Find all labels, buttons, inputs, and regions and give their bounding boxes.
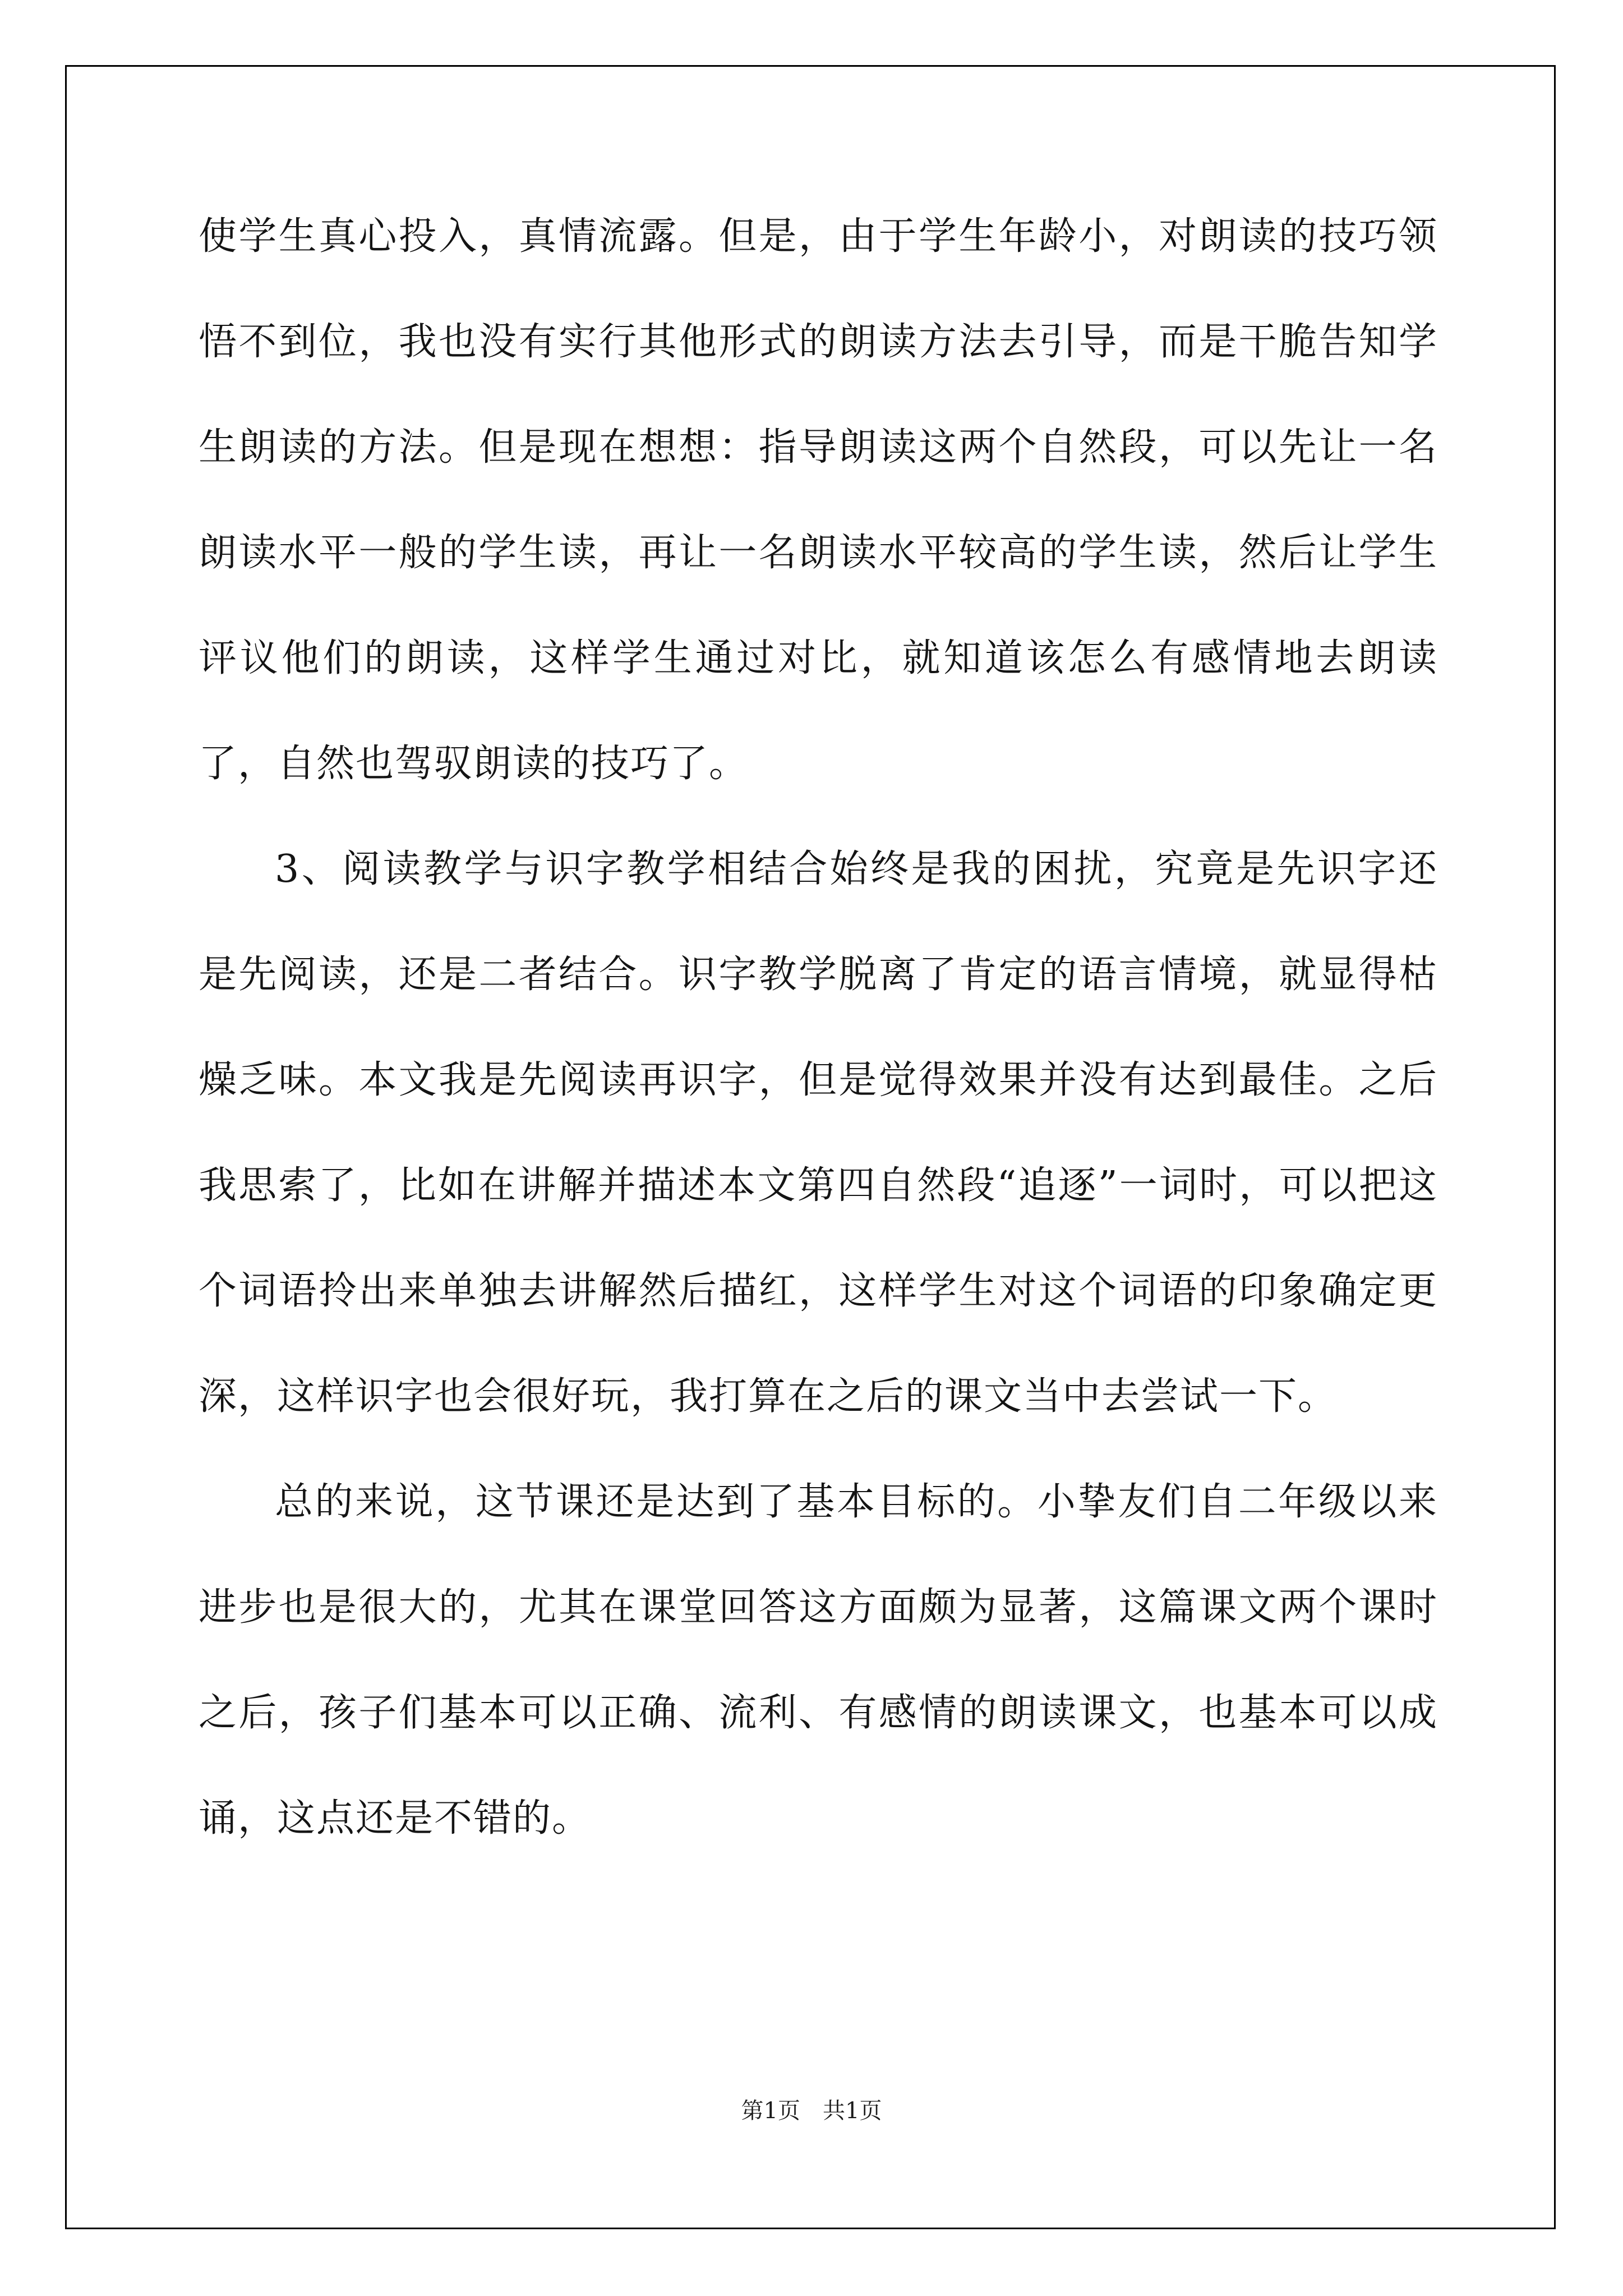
document-body <box>199 184 1438 1871</box>
page-total: 共1页 <box>823 2098 882 2124</box>
paragraph-1: 使学生真心投入，真情流露。但是，由于学生年龄小，对朗读的技巧领悟不到位，我也没有实行其他形式的朗读方法去引导，而是干脆告知学生朗读的方法。但是现在想想：指导朗读这两个自然段，可以先让一名朗读水平一般的学生读，再让一名朗读水平较高的学生读，然后让学生评议他们的朗读，这样学生通过对比，就知道该怎么有感情地去朗读了，自然也驾驭朗读的技巧了。 <box>199 214 1438 786</box>
page-number: 第1页 <box>741 2098 800 2124</box>
paragraph-3: 总的来说，这节课还是达到了基本目标的。小挚友们自二年级以来进步也是很大的，尤其在课堂回答这方面颇为显著，这篇课文两个课时之后，孩子们基本可以正确、流利、有感情的朗读课文，也基本可以成诵，这点还是不错的。 <box>199 1480 1438 1841</box>
page-footer <box>0 2097 1623 2125</box>
paragraph-2: 3、阅读教学与识字教学相结合始终是我的困扰，究竟是先识字还是先阅读，还是二者结合。识字教学脱离了肯定的语言情境，就显得枯燥乏味。本文我是先阅读再识字，但是觉得效果并没有达到最佳。之后我思索了，比如在讲解并描述本文第四自然段“追逐”一词时，可以把这个词语拎出来单独去讲解然后描红，这样学生对这个词语的印象确定更深，这样识字也会很好玩，我打算在之后的课文当中去尝试一下。 <box>199 847 1438 1419</box>
